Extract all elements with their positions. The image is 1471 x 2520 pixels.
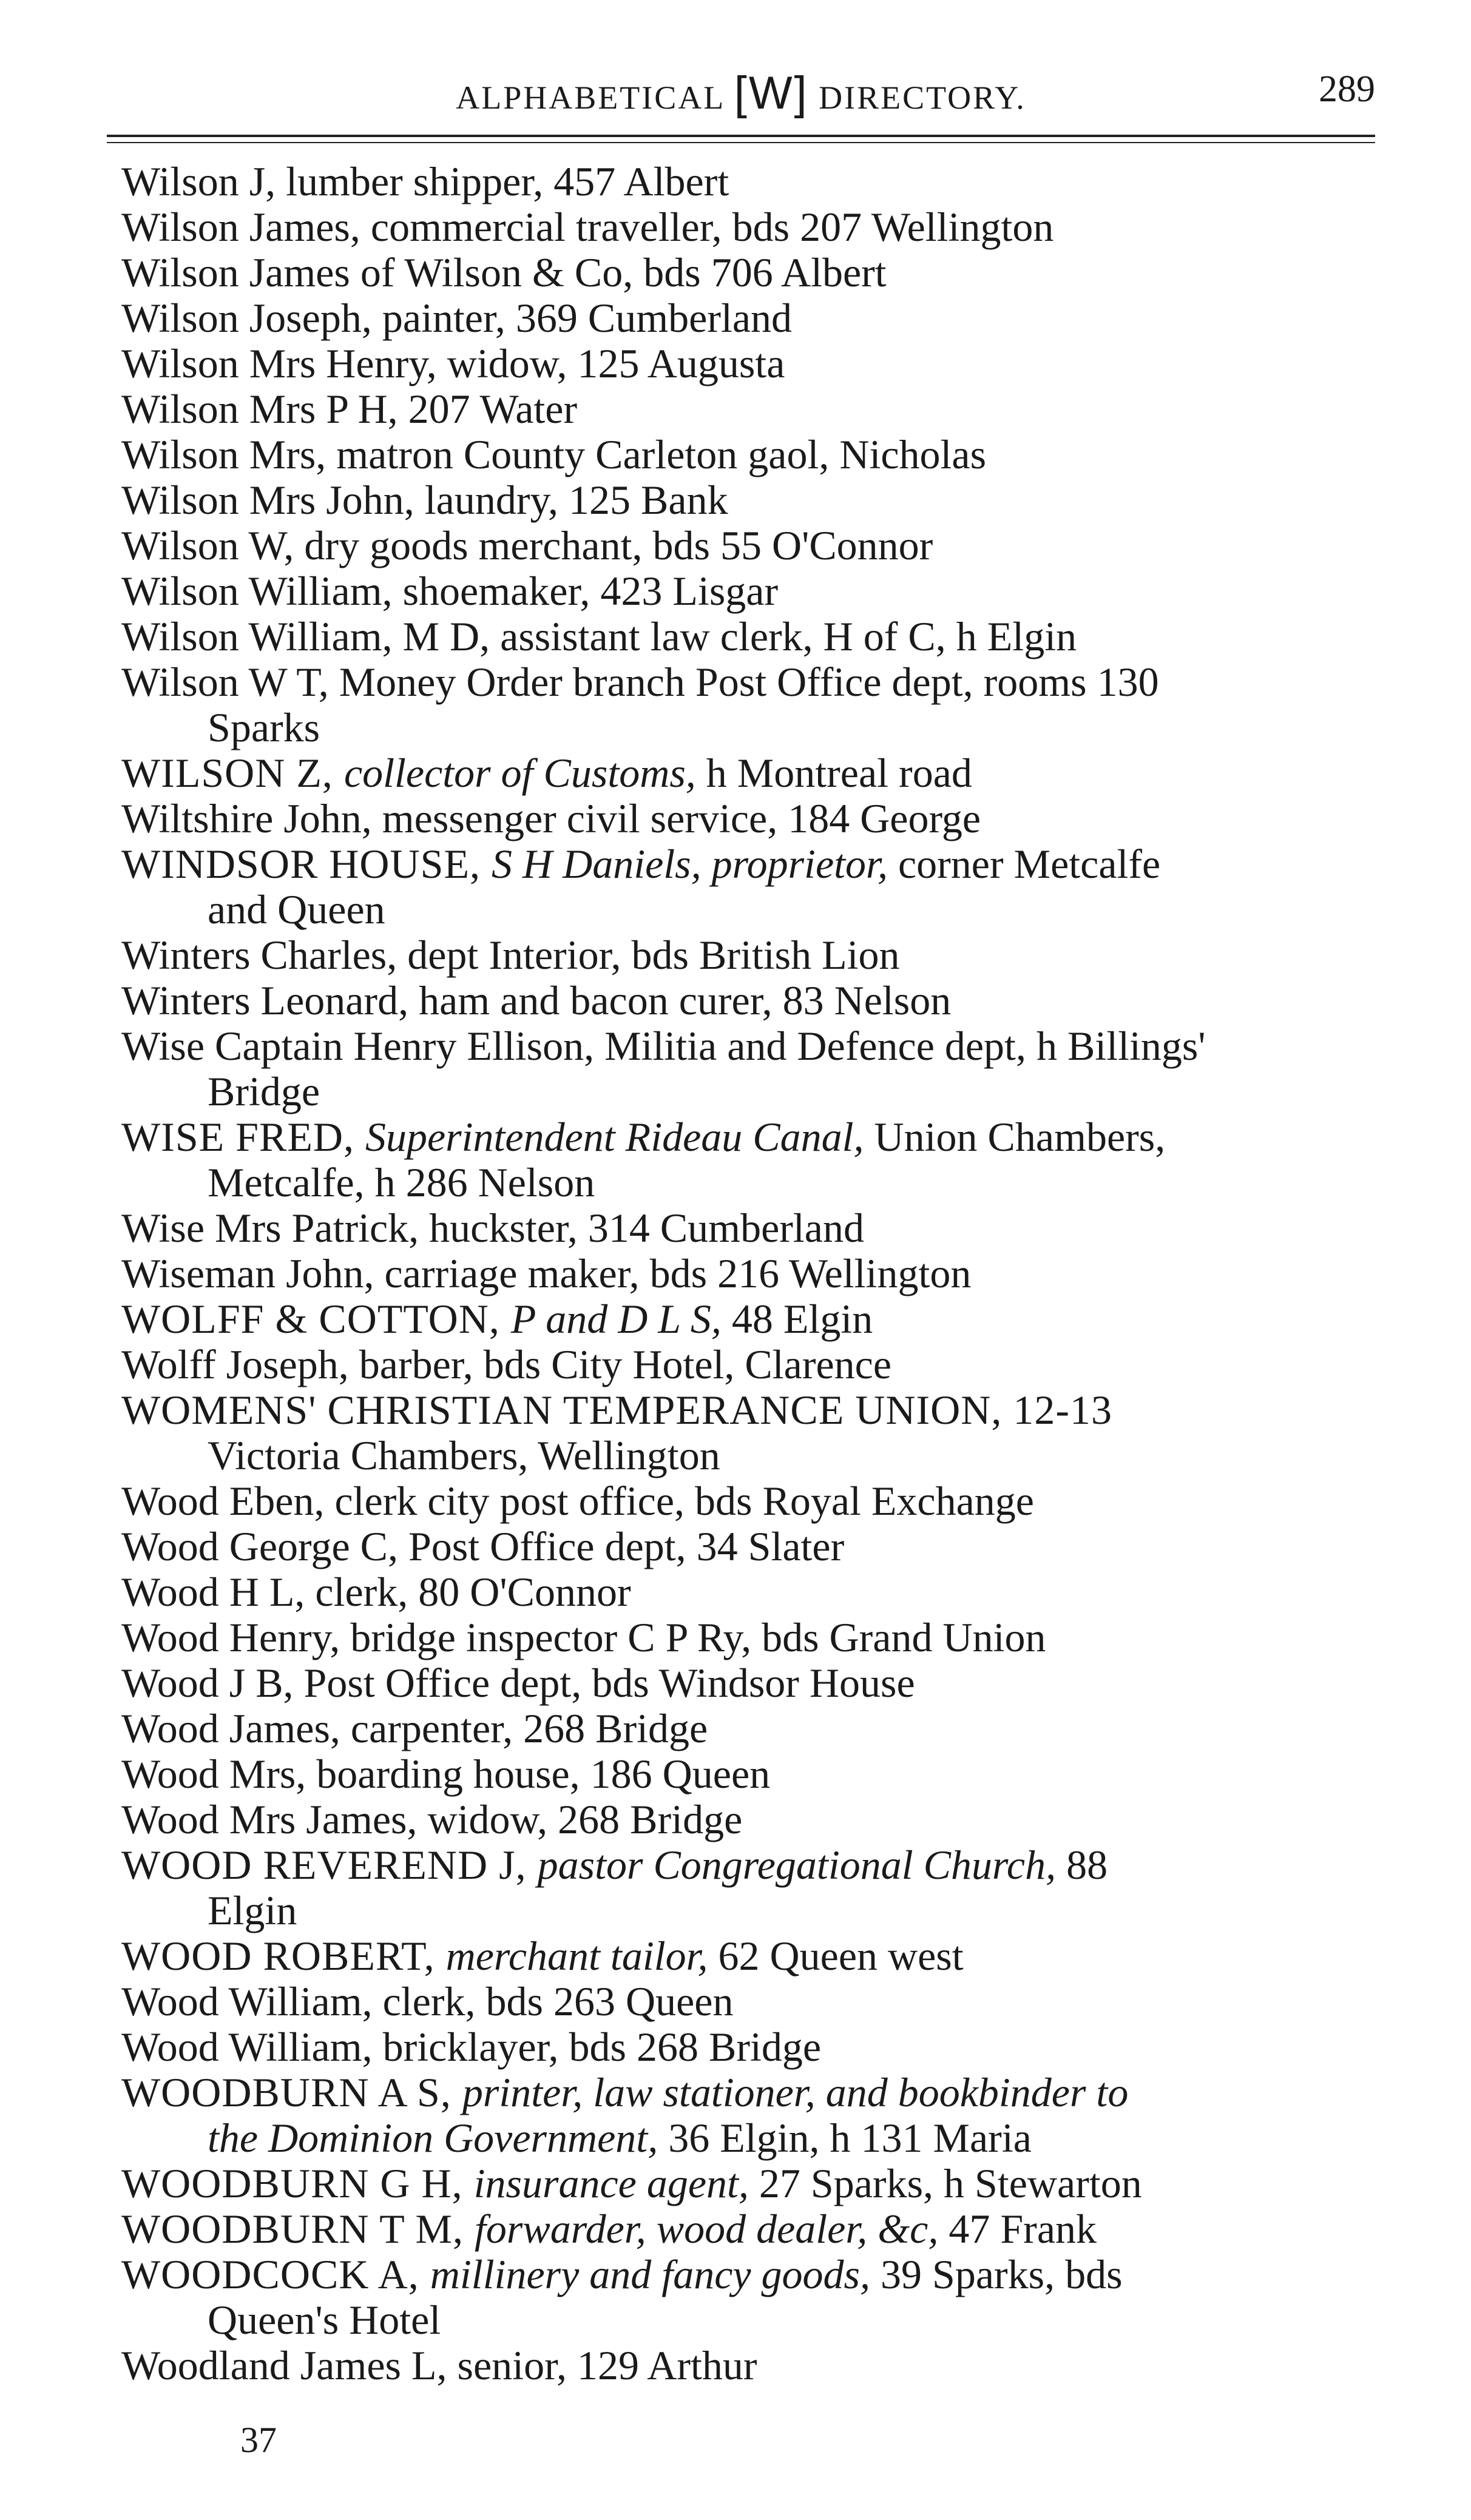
header-rule-top [107, 135, 1375, 137]
entry-text: WINDSOR HOUSE, [121, 841, 492, 887]
entry-text: Wilson William, M D, assistant law clerk, H of C, h Elgin [121, 613, 1077, 659]
directory-line [121, 2161, 1390, 2206]
entry-text: Winters Charles, dept Interior, bds British Lion [121, 932, 900, 978]
entry-text: Wilson Mrs P H, 207 Water [121, 386, 578, 432]
directory-line [121, 1296, 1390, 1342]
entry-text: WILSON Z, [121, 750, 344, 796]
signature-mark: 37 [240, 2420, 277, 2460]
entry-text: Sparks [208, 704, 320, 750]
entry-text: Wilson J, lumber shipper, 457 Albert [121, 158, 729, 204]
entry-text: collector of Customs, [343, 750, 696, 796]
entry-text: WOODBURN T M, [121, 2206, 475, 2252]
entry-text: Wilson W, dry goods merchant, bds 55 O'Connor [121, 522, 933, 568]
entry-text: Metcalfe, h 286 Nelson [208, 1159, 595, 1205]
entry-text: Wilson W T, Money Order branch Post Office dept, rooms 130 [121, 659, 1159, 705]
entry-text: millinery and fancy goods, [430, 2251, 871, 2297]
entry-text: Wood James, carpenter, 268 Bridge [121, 1705, 708, 1751]
directory-line [121, 1842, 1390, 1888]
entry-text: WOLFF & COTTON, [121, 1296, 511, 1342]
directory-line [121, 477, 1390, 523]
entry-text: 62 Queen west [708, 1933, 964, 1979]
entry-text: 47 Frank [938, 2206, 1097, 2252]
directory-line [121, 1660, 1390, 1706]
entry-text: WOODBURN A S, [121, 2069, 462, 2115]
directory-line [121, 250, 1390, 295]
entry-text: 27 Sparks, h Stewarton [748, 2160, 1142, 2206]
entry-text: Wood Henry, bridge inspector C P Ry, bds Grand Union [121, 1614, 1046, 1660]
directory-line [121, 1751, 1390, 1797]
directory-line [121, 1251, 1390, 1296]
directory-entries [121, 159, 1390, 2388]
entry-text: and Queen [208, 886, 385, 932]
directory-line [121, 159, 1390, 204]
entry-text: P and D L S, [510, 1296, 722, 1342]
directory-line [121, 659, 1390, 705]
entry-text: Bridge [208, 1068, 320, 1114]
entry-text: corner Metcalfe [887, 841, 1161, 887]
running-title-post: DIRECTORY. [808, 79, 1026, 116]
entry-text: WOODCOCK A, [121, 2251, 430, 2297]
directory-line [121, 523, 1390, 568]
running-title-pre: ALPHABETICAL [456, 79, 734, 116]
entry-text: Wiltshire John, messenger civil service, 184 George [121, 795, 981, 841]
entry-text: WOMENS' CHRISTIAN TEMPERANCE UNION, 12-13 [121, 1387, 1112, 1433]
entry-text: Wood William, clerk, bds 263 Queen [121, 1978, 734, 2024]
entry-text: Victoria Chambers, Wellington [208, 1432, 720, 1478]
directory-line [121, 1797, 1390, 1842]
directory-line [121, 1114, 1390, 1160]
directory-line [121, 1069, 1390, 1114]
entry-text: Wilson James of Wilson & Co, bds 706 Albert [121, 249, 887, 295]
entry-text: Wolff Joseph, barber, bds City Hotel, Clarence [121, 1341, 892, 1387]
entry-text: Wilson Mrs Henry, widow, 125 Augusta [121, 340, 785, 386]
entry-text: Wilson Mrs, matron County Carleton gaol, Nicholas [121, 431, 987, 477]
entry-text: Wood George C, Post Office dept, 34 Slater [121, 1523, 845, 1569]
directory-line [121, 841, 1390, 887]
entry-text: 48 Elgin [721, 1296, 873, 1342]
entry-text: printer, law stationer, and bookbinder to [462, 2069, 1129, 2115]
directory-line [121, 887, 1390, 932]
directory-line [121, 705, 1390, 750]
entry-text: Superintendent Rideau Canal, [365, 1114, 864, 1160]
entry-text: Elgin [208, 1887, 297, 1933]
entry-text: Wilson Mrs John, laundry, 125 Bank [121, 477, 728, 523]
directory-line [121, 1979, 1390, 2024]
entry-text: Woodland James L, senior, 129 Arthur [121, 2342, 757, 2388]
directory-line [121, 1433, 1390, 1478]
page-header [107, 61, 1375, 127]
entry-text: 36 Elgin, h 131 Maria [658, 2115, 1032, 2161]
directory-line [121, 1023, 1390, 1069]
entry-text: S H Daniels, proprietor, [492, 841, 888, 887]
directory-line [121, 1888, 1390, 1933]
directory-line [121, 750, 1390, 796]
entry-text: WISE FRED, [121, 1114, 365, 1160]
entry-text: merchant tailor, [445, 1933, 708, 1979]
entry-text: Wilson James, commercial traveller, bds 207 Wellington [121, 204, 1054, 250]
directory-line [121, 614, 1390, 659]
directory-line [121, 1569, 1390, 1615]
directory-line [121, 1478, 1390, 1524]
entry-text: Winters Leonard, ham and bacon curer, 83 Nelson [121, 977, 952, 1023]
entry-text: Wood Mrs, boarding house, 186 Queen [121, 1751, 771, 1797]
entry-text: forwarder, wood dealer, &c, [474, 2206, 939, 2252]
entry-text: Wood H L, clerk, 80 O'Connor [121, 1569, 631, 1615]
directory-line [121, 2343, 1390, 2388]
directory-line [121, 295, 1390, 341]
directory-line [121, 2024, 1390, 2070]
header-rule-bottom [107, 142, 1375, 143]
directory-line [121, 432, 1390, 477]
entry-text: Wood William, bricklayer, bds 268 Bridge [121, 2024, 822, 2070]
directory-line [121, 2297, 1390, 2343]
entry-text: Wise Captain Henry Ellison, Militia and Defence dept, h Billings' [121, 1023, 1206, 1069]
entry-text: insurance agent, [473, 2160, 749, 2206]
directory-line [121, 2206, 1390, 2252]
running-title [107, 67, 1375, 120]
directory-line [121, 1706, 1390, 1751]
section-letter: [W] [734, 67, 809, 119]
directory-line [121, 932, 1390, 978]
entry-text: Wiseman John, carriage maker, bds 216 Wellington [121, 1250, 972, 1296]
directory-line [121, 2070, 1390, 2115]
entry-text: Wise Mrs Patrick, huckster, 314 Cumberland [121, 1205, 864, 1251]
directory-line [121, 568, 1390, 614]
directory-line [121, 2252, 1390, 2297]
directory-line [121, 796, 1390, 841]
directory-line [121, 341, 1390, 386]
page-number: 289 [1319, 69, 1375, 110]
directory-line [121, 1160, 1390, 1205]
directory-line [121, 1933, 1390, 1979]
directory-line [121, 1524, 1390, 1569]
entry-text: Queen's Hotel [208, 2297, 441, 2343]
directory-line [121, 204, 1390, 250]
directory-line [121, 1342, 1390, 1387]
entry-text: pastor Congregational Church, [537, 1842, 1057, 1888]
entry-text: Wilson William, shoemaker, 423 Lisgar [121, 568, 779, 614]
entry-text: Wood J B, Post Office dept, bds Windsor House [121, 1660, 915, 1706]
directory-line [121, 1387, 1390, 1433]
entry-text: WOOD ROBERT, [121, 1933, 446, 1979]
entry-text: 39 Sparks, bds [870, 2251, 1123, 2297]
entry-text: WOODBURN G H, [121, 2160, 474, 2206]
entry-text: Union Chambers, [864, 1114, 1166, 1160]
entry-text: the Dominion Government, [208, 2115, 658, 2161]
directory-line [121, 2115, 1390, 2161]
entry-text: Wilson Joseph, painter, 369 Cumberland [121, 295, 793, 341]
entry-text: h Montreal road [695, 750, 972, 796]
directory-line [121, 1205, 1390, 1251]
entry-text: Wood Mrs James, widow, 268 Bridge [121, 1796, 743, 1842]
directory-line [121, 978, 1390, 1023]
directory-line [121, 386, 1390, 432]
entry-text: Wood Eben, clerk city post office, bds Royal Exchange [121, 1478, 1034, 1524]
entry-text: 88 [1056, 1842, 1108, 1888]
entry-text: WOOD REVEREND J, [121, 1842, 538, 1888]
directory-line [121, 1615, 1390, 1660]
